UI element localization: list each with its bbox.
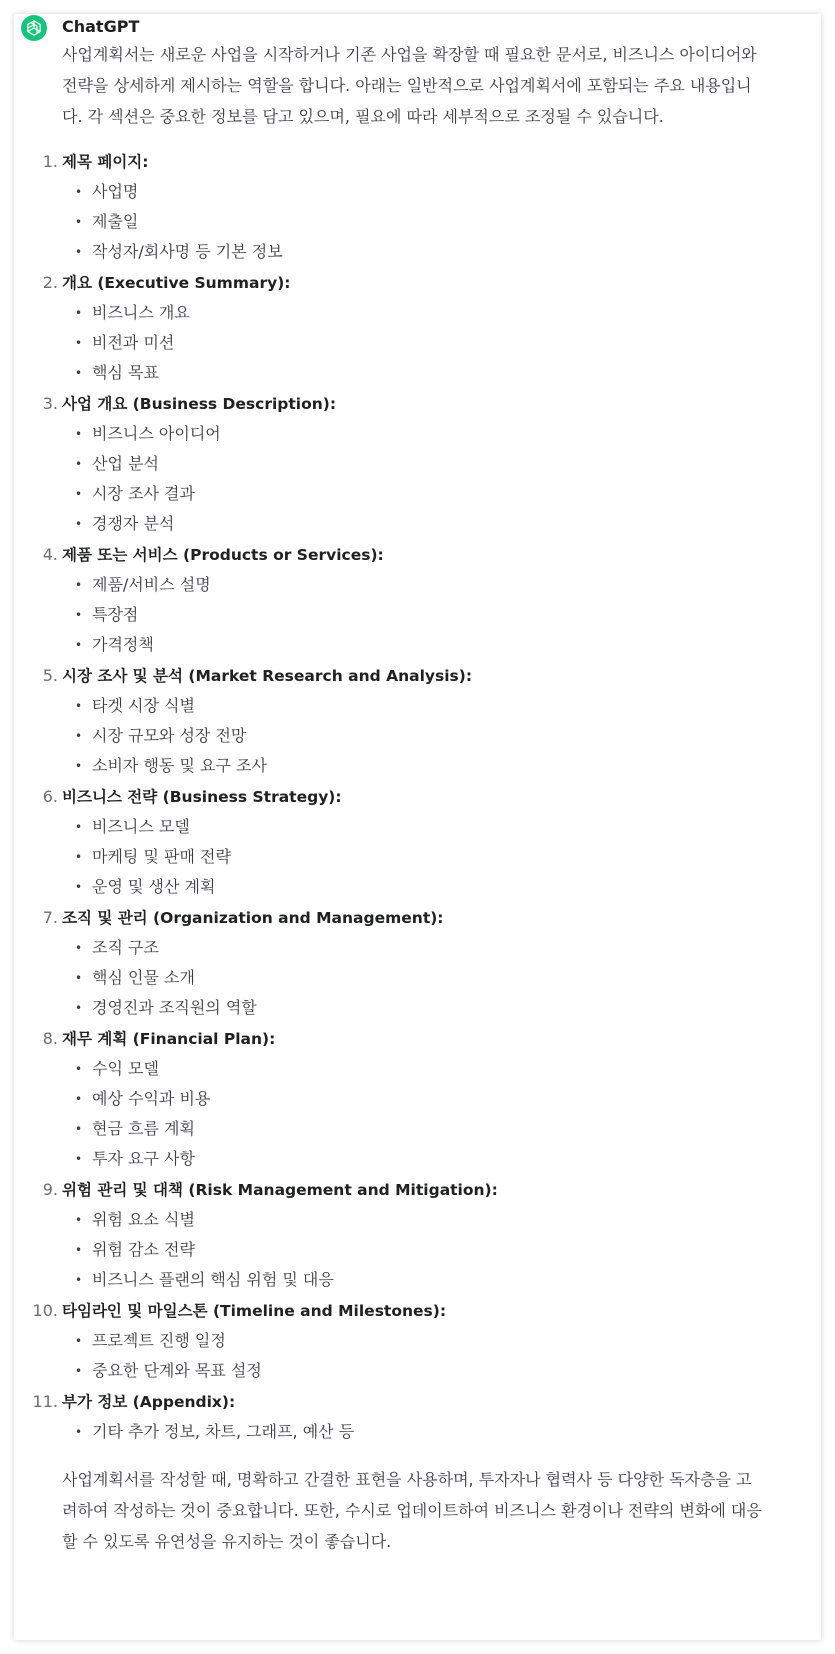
bullet-item: [62, 1265, 762, 1295]
section-header: [42, 388, 762, 419]
section-item: [42, 388, 762, 539]
bullet-dot-icon: •: [75, 578, 83, 592]
section-item: [42, 1174, 762, 1295]
bullet-item: [62, 509, 762, 539]
bullet-dot-icon: •: [75, 1425, 83, 1439]
section-item: [42, 146, 762, 267]
section-number: 11.: [32, 1392, 58, 1411]
bullet-text: 경영진과 조직원의 역할: [92, 998, 257, 1017]
bullet-text: 소비자 행동 및 요구 조사: [92, 756, 267, 775]
bullet-text: 비즈니스 플랜의 핵심 위험 및 대응: [92, 1270, 334, 1289]
section-number: 10.: [32, 1301, 58, 1320]
bullet-text: 사업명: [92, 182, 139, 201]
section-header: [42, 781, 762, 812]
section-header: [42, 902, 762, 933]
closing-paragraph: 사업계획서를 작성할 때, 명확하고 간결한 표현을 사용하며, 투자자나 협력사 등 다양한 독자층을 고려하여 작성하는 것이 중요합니다. 또한, 수시로 업데이트하여 비즈니스 환경이나 전략의 변화에 대응할 수 있도록 유연성을 유지하는 것이 좋습니다.: [62, 1470, 762, 1551]
section-title: 개요 (Executive Summary):: [62, 274, 291, 292]
bullet-dot-icon: •: [75, 457, 83, 471]
section-title: 제품 또는 서비스 (Products or Services):: [62, 546, 384, 564]
section-number: 3.: [42, 394, 58, 413]
bullet-dot-icon: •: [75, 427, 83, 441]
bullet-dot-icon: •: [75, 941, 83, 955]
section-title: 제목 페이지:: [62, 153, 149, 171]
bullet-item: [62, 1235, 762, 1265]
section-header: [42, 267, 762, 298]
bullet-item: [62, 449, 762, 479]
chat-message: [14, 14, 821, 1640]
section-header: [42, 146, 762, 177]
bullet-text: 비즈니스 개요: [92, 303, 190, 322]
section-title: 시장 조사 및 분석 (Market Research and Analysis):: [62, 667, 473, 685]
bullet-dot-icon: •: [75, 517, 83, 531]
bullet-dot-icon: •: [75, 608, 83, 622]
bullet-text: 제품/서비스 설명: [92, 575, 211, 594]
section-header: [42, 1023, 762, 1054]
section-number: 7.: [42, 908, 58, 927]
bullet-text: 프로젝트 진행 일정: [92, 1331, 226, 1350]
bullet-dot-icon: •: [75, 1122, 83, 1136]
bullet-item: [62, 1356, 762, 1386]
bullet-dot-icon: •: [75, 215, 83, 229]
bullet-list: [62, 570, 762, 660]
bullet-dot-icon: •: [75, 306, 83, 320]
bullet-dot-icon: •: [75, 1092, 83, 1106]
bullet-item: [62, 479, 762, 509]
section-item: [42, 1023, 762, 1174]
section-number: 5.: [42, 666, 58, 685]
bullet-dot-icon: •: [75, 487, 83, 501]
section-header: [42, 1174, 762, 1205]
section-title: 조직 및 관리 (Organization and Management):: [62, 909, 444, 927]
section-item: [32, 1386, 762, 1447]
bullet-text: 중요한 단계와 목표 설정: [92, 1361, 262, 1380]
bullet-list: [62, 691, 762, 781]
bullet-text: 비즈니스 아이디어: [92, 424, 221, 443]
bullet-dot-icon: •: [75, 336, 83, 350]
bullet-list: [62, 419, 762, 539]
bullet-text: 조직 구조: [92, 938, 159, 957]
bullet-dot-icon: •: [75, 638, 83, 652]
bullet-text: 현금 흐름 계획: [92, 1119, 195, 1138]
bullet-item: [62, 328, 762, 358]
section-item: [42, 902, 762, 1023]
bullet-list: [62, 1054, 762, 1174]
bullet-dot-icon: •: [75, 245, 83, 259]
bullet-dot-icon: •: [75, 759, 83, 773]
bullet-dot-icon: •: [75, 1213, 83, 1227]
bullet-text: 작성자/회사명 등 기본 정보: [92, 242, 283, 261]
bullet-dot-icon: •: [75, 820, 83, 834]
bullet-dot-icon: •: [75, 1062, 83, 1076]
bullet-text: 타겟 시장 식별: [92, 696, 195, 715]
section-list: [32, 146, 762, 1447]
bullet-text: 비즈니스 모델: [92, 817, 190, 836]
bullet-item: [62, 691, 762, 721]
section-item: [32, 1295, 762, 1386]
bullet-text: 기타 추가 정보, 차트, 그래프, 예산 등: [92, 1422, 355, 1441]
bullet-text: 위험 요소 식별: [92, 1210, 195, 1229]
bullet-item: [62, 1205, 762, 1235]
bullet-item: [62, 1114, 762, 1144]
bullet-item: [62, 600, 762, 630]
bullet-item: [62, 177, 762, 207]
section-title: 비즈니스 전략 (Business Strategy):: [62, 788, 342, 806]
section-item: [42, 539, 762, 660]
bullet-item: [62, 207, 762, 237]
section-title: 사업 개요 (Business Description):: [62, 395, 337, 413]
bullet-dot-icon: •: [75, 366, 83, 380]
bullet-item: [62, 237, 762, 267]
bullet-item: [62, 419, 762, 449]
bullet-item: [62, 963, 762, 993]
section-item: [42, 660, 762, 781]
bullet-dot-icon: •: [75, 971, 83, 985]
bullet-dot-icon: •: [75, 1243, 83, 1257]
bullet-item: [62, 570, 762, 600]
section-number: 2.: [42, 273, 58, 292]
bullet-item: [62, 751, 762, 781]
bullet-text: 제출일: [92, 212, 139, 231]
bullet-dot-icon: •: [75, 699, 83, 713]
bullet-list: [62, 1205, 762, 1295]
bullet-item: [62, 842, 762, 872]
bullet-item: [62, 1326, 762, 1356]
section-title: 재무 계획 (Financial Plan):: [62, 1030, 276, 1048]
bullet-list: [62, 177, 762, 267]
bullet-text: 특장점: [92, 605, 139, 624]
section-item: [42, 781, 762, 902]
bullet-item: [62, 1417, 762, 1447]
bullet-text: 시장 조사 결과: [92, 484, 195, 503]
bullet-text: 가격정책: [92, 635, 154, 654]
bullet-item: [62, 721, 762, 751]
bullet-text: 시장 규모와 성장 전망: [92, 726, 247, 745]
section-item: [42, 267, 762, 388]
bullet-item: [62, 358, 762, 388]
section-number: 8.: [42, 1029, 58, 1048]
bullet-item: [62, 630, 762, 660]
bullet-item: [62, 1144, 762, 1174]
bullet-dot-icon: •: [75, 1152, 83, 1166]
bullet-text: 핵심 인물 소개: [92, 968, 195, 987]
bullet-text: 핵심 목표: [92, 363, 159, 382]
bullet-dot-icon: •: [75, 850, 83, 864]
bullet-text: 위험 감소 전략: [92, 1240, 195, 1259]
section-header: [42, 660, 762, 691]
section-header: [42, 539, 762, 570]
bullet-dot-icon: •: [75, 1364, 83, 1378]
bullet-text: 투자 요구 사항: [92, 1149, 195, 1168]
bullet-item: [62, 298, 762, 328]
section-number: 1.: [42, 152, 58, 171]
bullet-list: [62, 812, 762, 902]
bullet-text: 산업 분석: [92, 454, 159, 473]
bullet-text: 운영 및 생산 계획: [92, 877, 216, 896]
section-number: 4.: [42, 545, 58, 564]
bullet-list: [62, 298, 762, 388]
bullet-text: 경쟁자 분석: [92, 514, 175, 533]
bullet-text: 마케팅 및 판매 전략: [92, 847, 231, 866]
bullet-item: [62, 1084, 762, 1114]
bullet-list: [62, 933, 762, 1023]
bullet-dot-icon: •: [75, 1334, 83, 1348]
bullet-dot-icon: •: [75, 729, 83, 743]
section-title: 위험 관리 및 대책 (Risk Management and Mitigation):: [62, 1181, 498, 1199]
bullet-item: [62, 1054, 762, 1084]
bullet-dot-icon: •: [75, 880, 83, 894]
bullet-item: [62, 812, 762, 842]
bullet-list: [62, 1326, 762, 1386]
message-content: [32, 39, 762, 1557]
bullet-item: [62, 993, 762, 1023]
bullet-dot-icon: •: [75, 1001, 83, 1015]
section-header: [32, 1295, 762, 1326]
bullet-text: 예상 수익과 비용: [92, 1089, 211, 1108]
section-number: 6.: [42, 787, 58, 806]
bullet-list: [62, 1417, 762, 1447]
bullet-dot-icon: •: [75, 185, 83, 199]
section-title: 부가 정보 (Appendix):: [62, 1393, 236, 1411]
openai-logo-icon: [21, 15, 47, 41]
section-header: [32, 1386, 762, 1417]
bullet-item: [62, 872, 762, 902]
message-author: ChatGPT: [62, 17, 140, 36]
bullet-item: [62, 933, 762, 963]
section-title: 타임라인 및 마일스톤 (Timeline and Milestones):: [62, 1302, 447, 1320]
bullet-dot-icon: •: [75, 1273, 83, 1287]
intro-paragraph: 사업계획서는 새로운 사업을 시작하거나 기존 사업을 확장할 때 필요한 문서로, 비즈니스 아이디어와 전략을 상세하게 제시하는 역할을 합니다. 아래는 일반적으로 사업계획서에 포함되는 주요 내용입니다. 각 섹션은 중요한 정보를 담고 있으며, 필요에 따라 세부적으로 조정될 수 있습니다.: [62, 45, 757, 126]
section-number: 9.: [42, 1180, 58, 1199]
bullet-text: 수익 모델: [92, 1059, 159, 1078]
bullet-text: 비전과 미션: [92, 333, 175, 352]
